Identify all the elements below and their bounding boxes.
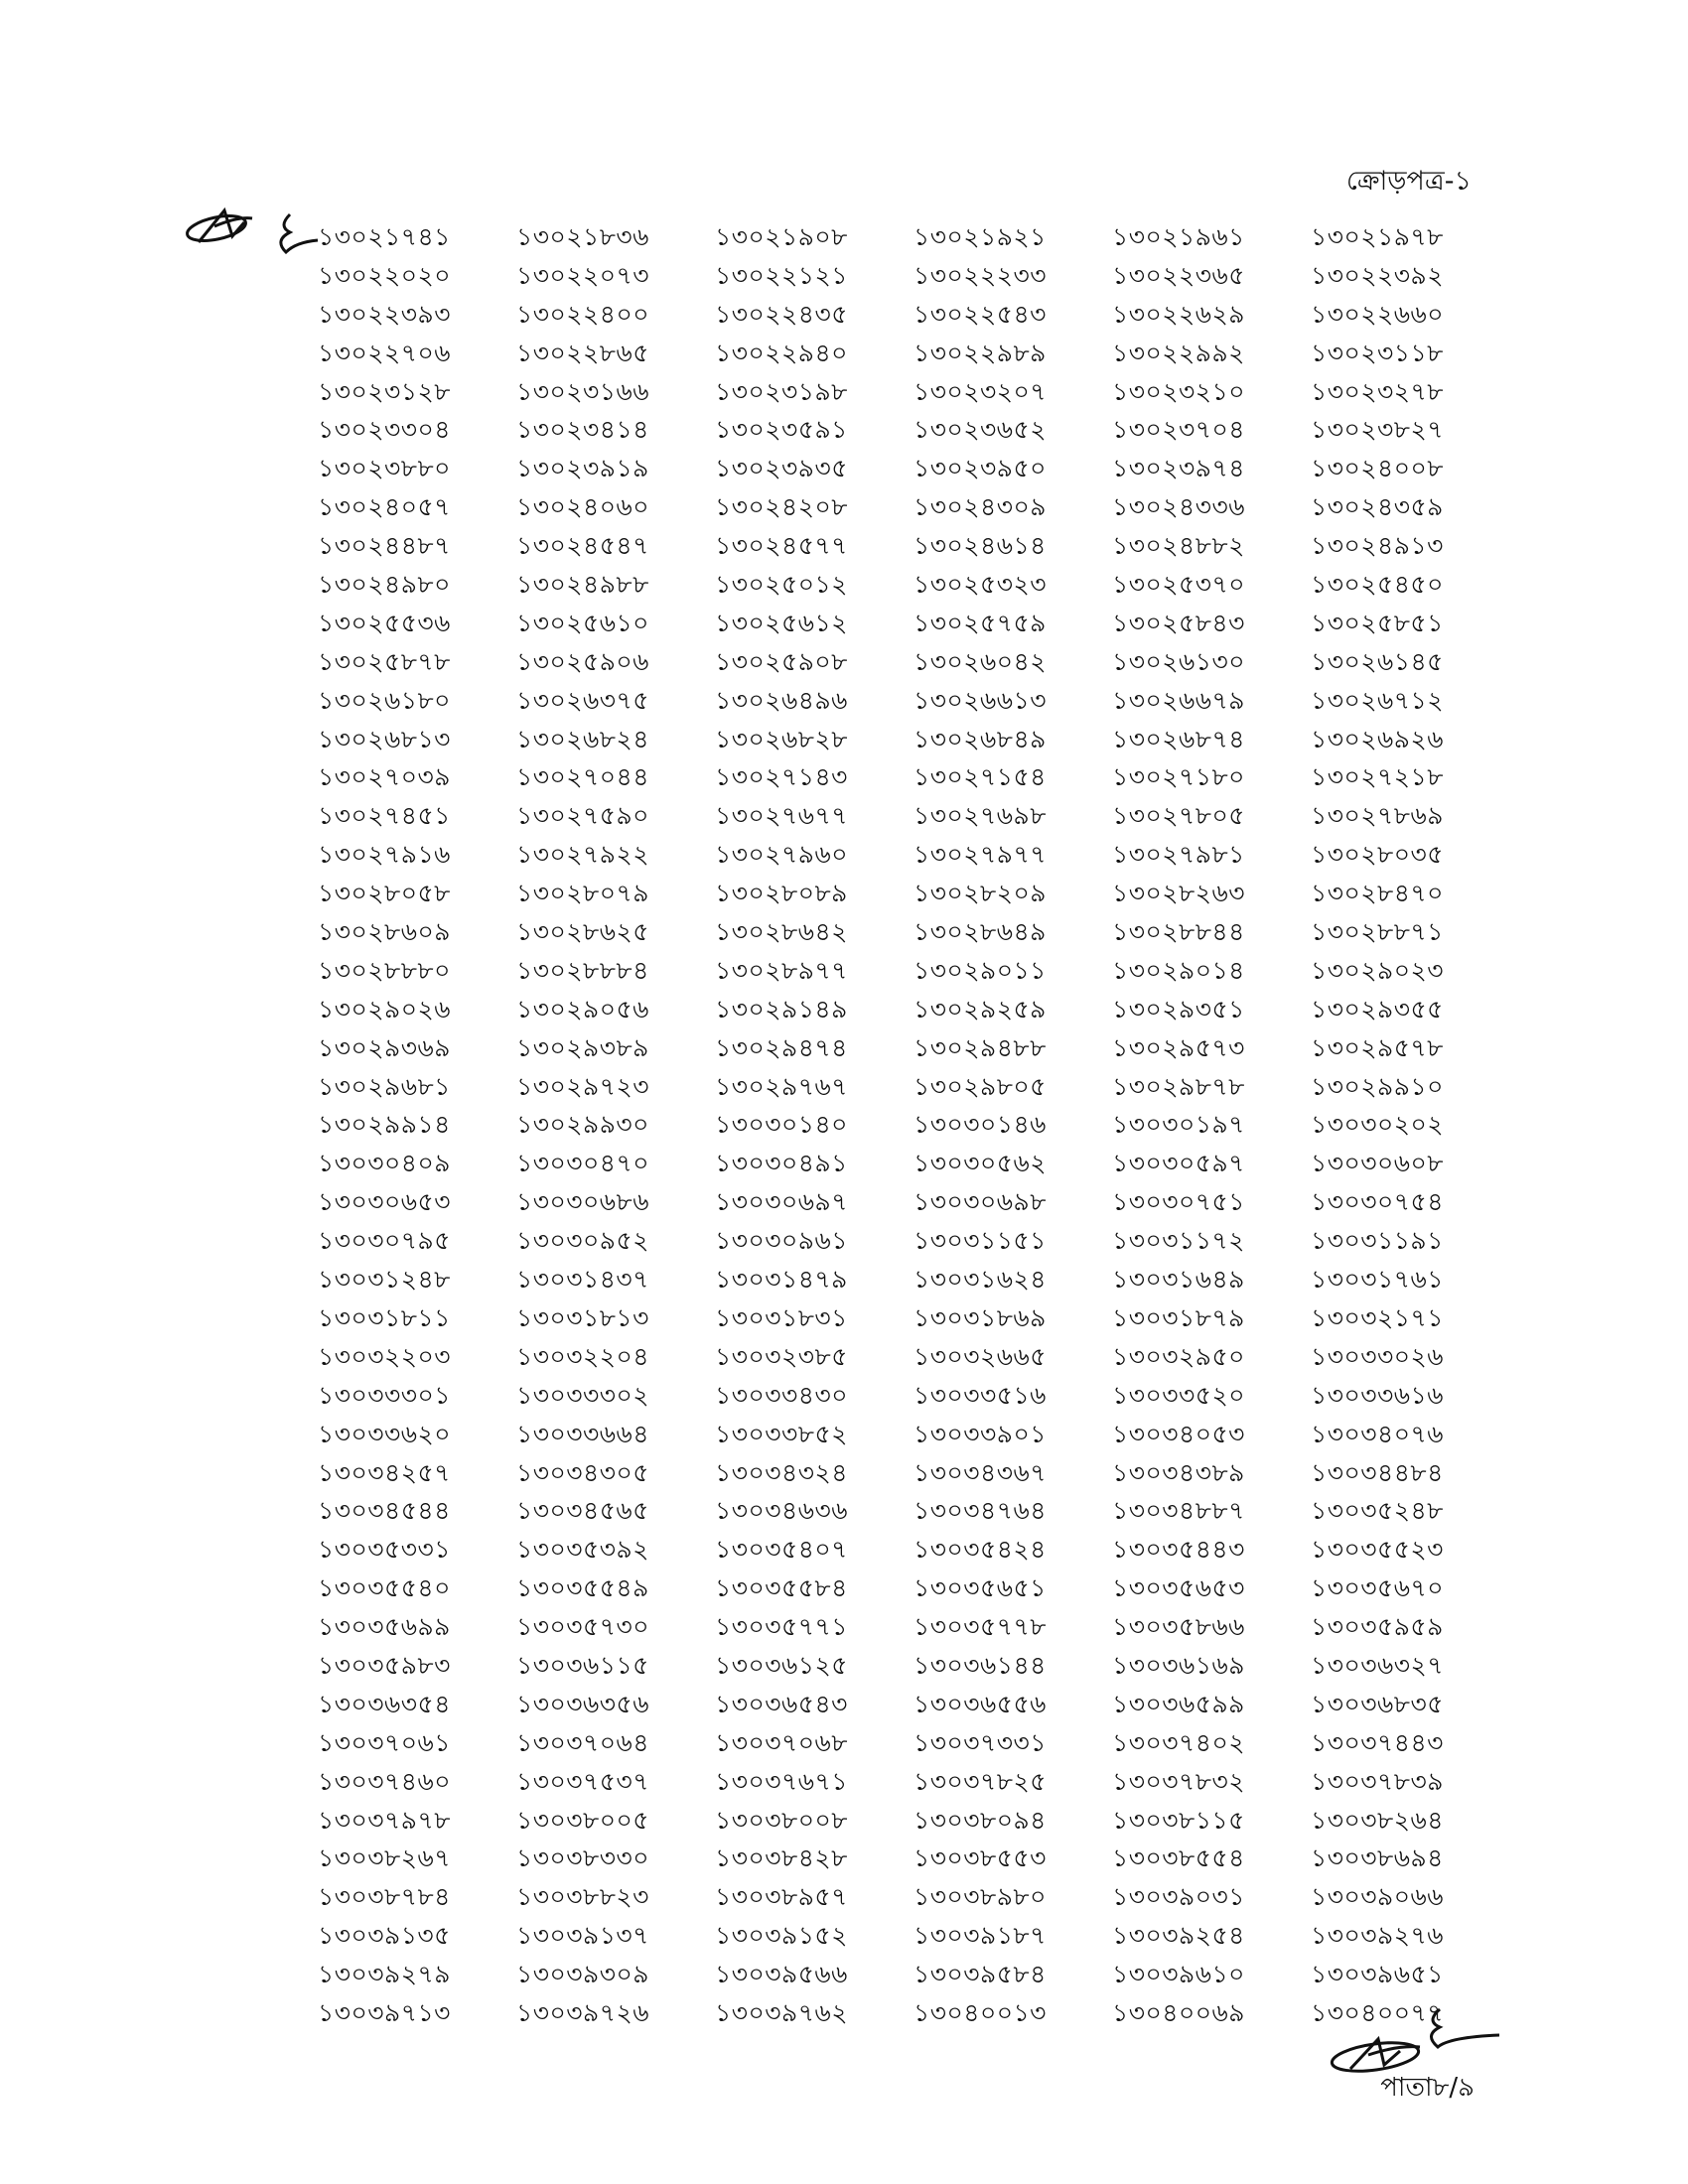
roll-number-cell: ১৩০২৫৩২৩ xyxy=(914,570,1047,600)
roll-number-cell: ১৩০৩৯৬১০ xyxy=(1112,1960,1245,1989)
roll-number-cell: ১৩০৩৭০৬৮ xyxy=(715,1727,848,1757)
roll-number-cell: ১৩০৩৬৫৪৩ xyxy=(715,1689,848,1718)
roll-number-cell: ১৩০৩২৩৮৫ xyxy=(715,1341,848,1371)
roll-number-cell: ১৩০৩১৮৬৯ xyxy=(914,1302,1047,1332)
roll-number-cell: ১৩০৩১৬৪৯ xyxy=(1112,1265,1245,1295)
roll-number-cell: ১৩০৩৩৬৬৪ xyxy=(516,1419,649,1448)
roll-number-cell: ১৩০২২৫৪৩ xyxy=(914,299,1047,329)
roll-number-cell: ১৩০২৯৪৮৮ xyxy=(914,1032,1047,1062)
roll-number-cell: ১৩০২৩৭০৪ xyxy=(1112,415,1245,445)
roll-number-cell: ১৩০২৬৮২৮ xyxy=(715,724,848,753)
roll-number-cell: ১৩০৩১২৪৮ xyxy=(318,1265,451,1295)
roll-number-cell: ১৩০২৪৬১৪ xyxy=(914,531,1047,561)
roll-number-cell: ১৩০২৯৪৭৪ xyxy=(715,1032,848,1062)
roll-number-cell: ১৩০৩০১৯৭ xyxy=(1112,1110,1245,1140)
roll-number-cell: ১৩০২২৩৯৩ xyxy=(318,299,451,329)
roll-number-cell: ১৩০৩৩৫২০ xyxy=(1112,1380,1245,1410)
roll-number-cell: ১৩০২৬৪৯৬ xyxy=(715,685,848,715)
roll-number-cell: ১৩০৩৮০০৫ xyxy=(516,1805,649,1835)
roll-number-cell: ১৩০৩৩৬২০ xyxy=(318,1419,452,1448)
roll-number-cell: ১৩০২৩৯৫০ xyxy=(914,454,1047,483)
roll-number-cell: ১৩০২৭৮০৫ xyxy=(1112,801,1245,831)
annexure-label: ক্রোড়পত্র-১ xyxy=(1345,166,1472,197)
roll-number-cell: ১৩০৩২৬৬৫ xyxy=(914,1341,1047,1371)
roll-number-cell: ১৩০৩৫৪২৪ xyxy=(914,1535,1047,1565)
roll-number-cell: ১৩০৩০৯৬১ xyxy=(715,1226,848,1256)
roll-number-cell: ১৩০৩০১৪০ xyxy=(715,1110,848,1140)
roll-number-cell: ১৩০২৭৬৭৭ xyxy=(715,801,849,831)
roll-number-cell: ১৩০২৩১২৮ xyxy=(318,376,451,406)
roll-number-cell: ১৩০৩৮৯৫৭ xyxy=(715,1882,848,1912)
roll-number-cell: ১৩০২৯৯১৪ xyxy=(318,1110,451,1140)
roll-number-cell: ১৩০২৪৫৭৭ xyxy=(715,531,848,561)
roll-number-cell: ১৩০৩৫৫৪৯ xyxy=(516,1573,649,1603)
roll-number-cell: ১৩০২৯৩৫১ xyxy=(1112,994,1245,1024)
roll-number-cell: ১৩০৩৮৫৫৪ xyxy=(1112,1843,1245,1873)
roll-number-cell: ১৩০২২২৩৩ xyxy=(914,260,1048,290)
roll-number-cell: ১৩০৩৯৬৫১ xyxy=(1311,1960,1444,1989)
roll-number-cell: ১৩০৩৯১৩৫ xyxy=(318,1921,451,1951)
roll-number-cell: ১৩০২৬৯২৬ xyxy=(1311,724,1444,753)
roll-number-cell: ১৩০৩৭৩৩১ xyxy=(914,1727,1047,1757)
roll-number-cell: ১৩০২১৯৬১ xyxy=(1112,222,1245,251)
roll-number-cell: ১৩০২৭০৩৯ xyxy=(318,762,451,792)
roll-number-cell: ১৩০৩০৪০৯ xyxy=(318,1149,451,1178)
roll-number-cell: ১৩০৩৯২৭৯ xyxy=(318,1960,451,1989)
roll-number-cell: ১৩০২৯৮০৫ xyxy=(914,1071,1047,1101)
roll-number-cell: ১৩০৩১৪৩৭ xyxy=(516,1265,649,1295)
roll-number-cell: ১৩০২৯১৪৯ xyxy=(715,994,848,1024)
roll-number-cell: ১৩০২৭৯৭৭ xyxy=(914,840,1047,870)
roll-number-cell: ১৩০৩৮৫৫৩ xyxy=(914,1843,1047,1873)
roll-number-cell: ১৩০২৭১৪৩ xyxy=(715,762,848,792)
roll-number-cell: ১৩০২৬১৪৫ xyxy=(1311,646,1444,676)
roll-number-cell: ১৩০৩৫৮৬৬ xyxy=(1112,1612,1245,1642)
roll-number-cell: ১৩০২৯৫৭৩ xyxy=(1112,1032,1245,1062)
roll-number-cell: ১৩০২৪৫৪৭ xyxy=(516,531,649,561)
roll-number-cell: ১৩০২৫৫৩৬ xyxy=(318,608,451,637)
roll-number-cell: ১৩০২৬৮৭৪ xyxy=(1112,724,1245,753)
roll-number-cell: ১৩০২৬০৪২ xyxy=(914,646,1047,676)
roll-number-cell: ১৩০৩৩৬১৬ xyxy=(1311,1380,1444,1410)
roll-number-cell: ১৩০৩৩৪৩০ xyxy=(715,1380,848,1410)
roll-number-cell: ১৩০৩৭০৬৪ xyxy=(516,1727,649,1757)
roll-number-cell: ১৩০২৫৮৭৮ xyxy=(318,646,451,676)
roll-number-cell: ১৩০৩৬১১৫ xyxy=(516,1650,649,1680)
roll-number-cell: ১৩০২৪৪৮৭ xyxy=(318,531,451,561)
roll-number-cell: ১৩০৩৭০৬১ xyxy=(318,1727,451,1757)
roll-number-cell: ১৩০২৬৩৭৫ xyxy=(516,685,649,715)
roll-number-cell: ১৩০৩৫৫২৩ xyxy=(1311,1535,1444,1565)
roll-number-cell: ১৩০৩১৮৩১ xyxy=(715,1302,848,1332)
roll-number-cell: ১৩০২৩৩০৪ xyxy=(318,415,451,445)
roll-number-cell: ১৩০৩৬১৪৪ xyxy=(914,1650,1047,1680)
roll-number-cell: ১৩০২৩৫৯১ xyxy=(715,415,848,445)
roll-number-cell: ১৩০২৯৫৭৮ xyxy=(1311,1032,1444,1062)
roll-number-cell: ১৩০৩০৬৮৬ xyxy=(516,1187,649,1217)
roll-number-cell: ১৩০৩৫৯৮৩ xyxy=(318,1650,451,1680)
roll-number-cell: ১৩০২৫৮৫১ xyxy=(1311,608,1444,637)
roll-number-cell: ১৩০৩৪৩০৫ xyxy=(516,1457,649,1487)
roll-number-cell: ১৩০২৩৯৭৪ xyxy=(1112,454,1245,483)
roll-number-cell: ১৩০৩৪৫৪৪ xyxy=(318,1496,451,1526)
roll-number-cell: ১৩০৪০০৬৯ xyxy=(1112,1997,1245,2027)
roll-number-grid xyxy=(318,218,1509,2033)
roll-number-cell: ১৩০৩৪০৭৬ xyxy=(1311,1419,1444,1448)
roll-number-cell: ১৩০৩৫৯৫৯ xyxy=(1311,1612,1444,1642)
roll-number-cell: ১৩০২৩৬৫২ xyxy=(914,415,1047,445)
roll-number-cell: ১৩০৩৩০২৬ xyxy=(1311,1341,1445,1371)
roll-number-cell: ১৩০৩৫৪০৭ xyxy=(715,1535,848,1565)
roll-number-cell: ১৩০৩৫৪৪৩ xyxy=(1112,1535,1245,1565)
roll-number-cell: ১৩০৩৭৮৩৯ xyxy=(1311,1766,1444,1796)
roll-number-cell: ১৩০২২৮৬৫ xyxy=(516,338,649,367)
roll-number-cell: ১৩০৩৮৬৯৪ xyxy=(1311,1843,1444,1873)
roll-number-cell: ১৩০৩৮০০৮ xyxy=(715,1805,848,1835)
roll-number-cell: ১৩০৩০১৪৬ xyxy=(914,1110,1047,1140)
roll-number-cell: ১৩০২৬৮৪৯ xyxy=(914,724,1047,753)
roll-number-cell: ১৩০২৪৮৮২ xyxy=(1112,531,1245,561)
roll-number-cell: ১৩০৩০৭৫৪ xyxy=(1311,1187,1444,1217)
roll-number-cell: ১৩০৩৪৫৬৫ xyxy=(516,1496,649,1526)
roll-number-cell: ১৩০৩০৬৯৮ xyxy=(914,1187,1047,1217)
roll-number-cell: ১৩০৩১১৭২ xyxy=(1112,1226,1245,1256)
roll-number-cell: ১৩০৩০৭৫১ xyxy=(1112,1187,1245,1217)
roll-number-cell: ১৩০৩০৪৭০ xyxy=(516,1149,649,1178)
roll-number-cell: ১৩০৩৯১৮৭ xyxy=(914,1921,1047,1951)
roll-number-cell: ১৩০৩৩৩০২ xyxy=(516,1380,650,1410)
roll-number-cell: ১৩০২৩৯৩৫ xyxy=(715,454,848,483)
roll-number-cell: ১৩০২৪৩৫৯ xyxy=(1311,492,1444,522)
roll-number-cell: ১৩০২৬৮২৪ xyxy=(516,724,649,753)
roll-number-cell: ১৩০৩০৫৯৭ xyxy=(1112,1149,1245,1178)
roll-number-cell: ১৩০২২৬৬০ xyxy=(1311,299,1445,329)
roll-number-cell: ১৩০৩৯১৫২ xyxy=(715,1921,848,1951)
roll-number-cell: ১৩০২১৮৩৬ xyxy=(516,222,649,251)
roll-number-cell: ১৩০২৯৩৫৫ xyxy=(1311,994,1444,1024)
roll-number-cell: ১৩০২৮৬২৫ xyxy=(516,917,649,947)
roll-number-cell: ১৩০৩৫৬৭০ xyxy=(1311,1573,1444,1603)
roll-number-cell: ১৩০২৫৬১০ xyxy=(516,608,649,637)
roll-number-cell: ১৩০৩৫৬৫১ xyxy=(914,1573,1047,1603)
roll-number-cell: ১৩০২২০২০ xyxy=(318,260,452,290)
roll-number-cell: ১৩০২৭৫৯০ xyxy=(516,801,649,831)
roll-number-cell: ১৩০৩৪২৫৭ xyxy=(318,1457,451,1487)
roll-number-cell: ১৩০২৯৭২৩ xyxy=(516,1071,649,1101)
roll-number-cell: ১৩০৩৯৫৮৪ xyxy=(914,1960,1047,1989)
roll-number-cell: ১৩০৩৬১৬৯ xyxy=(1112,1650,1245,1680)
roll-number-cell: ১৩০৩৮৪২৮ xyxy=(715,1843,848,1873)
roll-number-cell: ১৩০২২৪৩৫ xyxy=(715,299,848,329)
roll-number-cell: ১৩০২৪২০৮ xyxy=(715,492,848,522)
roll-number-cell: ১৩০৩০৭৯৫ xyxy=(318,1226,451,1256)
roll-number-cell: ১৩০৩০৫৬২ xyxy=(914,1149,1047,1178)
roll-number-cell: ১৩০২৭৯৬০ xyxy=(715,840,848,870)
roll-number-cell: ১৩০২২৭০৬ xyxy=(318,338,452,367)
roll-number-cell: ১৩০২২৩৬৫ xyxy=(1112,260,1245,290)
roll-number-cell: ১৩০২৬৬১৩ xyxy=(914,685,1047,715)
roll-number-cell: ১৩০২৮০৮৯ xyxy=(715,879,848,908)
roll-number-cell: ১৩০২৪০৫৭ xyxy=(318,492,451,522)
roll-number-cell: ১৩০৩৪৩৮৯ xyxy=(1112,1457,1245,1487)
roll-number-cell: ১৩০৩৭৮৩২ xyxy=(1112,1766,1245,1796)
roll-number-cell: ১৩০৩৬৩২৭ xyxy=(1311,1650,1445,1680)
roll-number-cell: ১৩০২৯০২৩ xyxy=(1311,955,1444,985)
roll-number-cell: ১৩০২৯০১৪ xyxy=(1112,955,1245,985)
roll-number-cell: ১৩০২৩১৯৮ xyxy=(715,376,848,406)
roll-number-cell: ১৩০৩২১৭১ xyxy=(1311,1302,1444,1332)
roll-number-cell: ১৩০২২১২১ xyxy=(715,260,848,290)
roll-number-cell: ১৩০৩৩৯০১ xyxy=(914,1419,1047,1448)
roll-number-cell: ১৩০৩৯০৩১ xyxy=(1112,1882,1245,1912)
roll-number-cell: ১৩০৩৯৭৬২ xyxy=(715,1997,848,2027)
roll-number-cell: ১৩০৩৪৩৬৭ xyxy=(914,1457,1047,1487)
roll-number-cell: ১৩০২১৯০৮ xyxy=(715,222,848,251)
roll-number-cell: ১৩০২৪৩৩৬ xyxy=(1112,492,1245,522)
roll-number-cell: ১৩০৩৯৭১৩ xyxy=(318,1997,451,2027)
roll-number-cell: ১৩০২৭৪৫১ xyxy=(318,801,451,831)
roll-number-cell: ১৩০৩৫২৪৮ xyxy=(1311,1496,1444,1526)
roll-number-cell: ১৩০৩০৯৫২ xyxy=(516,1226,649,1256)
roll-number-cell: ১৩০৩৭৮২৫ xyxy=(914,1766,1047,1796)
roll-number-cell: ১৩০৩১৮১৩ xyxy=(516,1302,649,1332)
roll-number-cell: ১৩০২৯৮৭৮ xyxy=(1112,1071,1245,1101)
roll-number-cell: ১৩০৩৪৬৩৬ xyxy=(715,1496,848,1526)
page-number: পাতা৮/৯ xyxy=(1380,2073,1475,2103)
roll-number-cell: ১৩০২৯৬৮১ xyxy=(318,1071,451,1101)
roll-number-cell: ১৩০২৫৯০৬ xyxy=(516,646,649,676)
roll-number-cell: ১৩০৩৬৮৩৫ xyxy=(1311,1689,1444,1718)
roll-number-cell: ১৩০২৮০৩৫ xyxy=(1311,840,1444,870)
roll-number-cell: ১৩০৩৮২৬৭ xyxy=(318,1843,451,1873)
roll-number-cell: ১৩০২৯০৫৬ xyxy=(516,994,649,1024)
roll-number-cell: ১৩০২৮২০৯ xyxy=(914,879,1047,908)
roll-number-cell: ১৩০২৩৮৮০ xyxy=(318,454,451,483)
roll-number-cell: ১৩০৩৭৯৭৮ xyxy=(318,1805,451,1835)
roll-number-cell: ১৩০৩০৬০৮ xyxy=(1311,1149,1444,1178)
roll-number-cell: ১৩০৩৭৪০২ xyxy=(1112,1727,1245,1757)
roll-number-cell: ১৩০৩৬৫৯৯ xyxy=(1112,1689,1245,1718)
roll-number-cell: ১৩০৩৭৫৩৭ xyxy=(516,1766,649,1796)
roll-number-cell: ১৩০২৭০৪৪ xyxy=(516,762,649,792)
roll-number-cell: ১৩০২৭৮৬৯ xyxy=(1311,801,1444,831)
roll-number-cell: ১৩০২৪০০৮ xyxy=(1311,454,1444,483)
roll-number-cell: ১৩০৩২২০৪ xyxy=(516,1341,649,1371)
roll-number-cell: ১৩০২৮০৫৮ xyxy=(318,879,451,908)
roll-number-cell: ১৩০২৯৭৬৭ xyxy=(715,1071,848,1101)
roll-number-cell: ১৩০৩৫৭৭১ xyxy=(715,1612,848,1642)
roll-number-cell: ১৩০৩১৮১১ xyxy=(318,1302,451,1332)
roll-number-cell: ১৩০২৬১৮০ xyxy=(318,685,451,715)
roll-number-cell: ১৩০২৩৯১৯ xyxy=(516,454,649,483)
roll-number-cell: ১৩০২৮০৭৯ xyxy=(516,879,649,908)
roll-number-cell: ১৩০২২৪০০ xyxy=(516,299,649,329)
roll-number-cell: ১৩০৩৯৩০৯ xyxy=(516,1960,649,1989)
roll-number-cell: ১৩০৩৪৩২৪ xyxy=(715,1457,848,1487)
roll-number-cell: ১৩০২৯৩৬৯ xyxy=(318,1032,451,1062)
roll-number-cell: ১৩০৩১১৯১ xyxy=(1311,1226,1444,1256)
roll-number-cell: ১৩০৩৯০৬৬ xyxy=(1311,1882,1444,1912)
roll-number-cell: ১৩০২১৯২১ xyxy=(914,222,1047,251)
roll-number-cell: ১৩০৩৬৩৫৬ xyxy=(516,1689,649,1718)
roll-number-cell: ১৩০২৬৮১৩ xyxy=(318,724,451,753)
roll-number-cell: ১৩০২৩২১০ xyxy=(1112,376,1245,406)
roll-number-cell: ১৩০২৭৯১৬ xyxy=(318,840,451,870)
roll-number-cell: ১৩০২৪৯১৩ xyxy=(1311,531,1444,561)
roll-number-cell: ১৩০৩০৬৯৭ xyxy=(715,1187,848,1217)
roll-number-cell: ১৩০২৮৮৮৪ xyxy=(516,955,649,985)
roll-number-cell: ১৩০২৭৯৮১ xyxy=(1112,840,1245,870)
roll-number-cell: ১৩০৩৭৪৬০ xyxy=(318,1766,451,1796)
roll-number-cell: ১৩০২৮৬৪৯ xyxy=(914,917,1047,947)
roll-number-cell: ১৩০৩৫৬৫৩ xyxy=(1112,1573,1245,1603)
roll-number-cell: ১৩০২৭২১৮ xyxy=(1311,762,1444,792)
roll-number-cell: ১৩০৪০০১৩ xyxy=(914,1997,1047,2027)
roll-number-cell: ১৩০৩৬৩৫৪ xyxy=(318,1689,451,1718)
roll-number-cell: ১৩০৩৫৭৭৮ xyxy=(914,1612,1047,1642)
roll-number-cell: ১৩০২৯০১১ xyxy=(914,955,1047,985)
roll-number-cell: ১৩০৩৪০৫৩ xyxy=(1112,1419,1245,1448)
roll-number-cell: ১৩০২৬৬৭৯ xyxy=(1112,685,1245,715)
roll-number-cell: ১৩০২৩২০৭ xyxy=(914,376,1048,406)
roll-number-cell: ১৩০৩৮৮২৩ xyxy=(516,1882,649,1912)
roll-number-cell: ১৩০২৫০১২ xyxy=(715,570,848,600)
roll-number-cell: ১৩০২৫৪৫০ xyxy=(1311,570,1444,600)
roll-number-cell: ১৩০৩১১৫১ xyxy=(914,1226,1047,1256)
roll-number-cell: ১৩০২৫৯০৮ xyxy=(715,646,848,676)
roll-number-cell: ১৩০২৯৯১০ xyxy=(1311,1071,1444,1101)
roll-number-cell: ১৩০৩৫৭৩০ xyxy=(516,1612,649,1642)
roll-number-cell: ১৩০২২৯৪০ xyxy=(715,338,848,367)
roll-number-cell: ১৩০৩৭৪৪৩ xyxy=(1311,1727,1444,1757)
roll-number-cell: ১৩০৩১৪৭৯ xyxy=(715,1265,848,1295)
roll-number-cell: ১৩০২২৯৯২ xyxy=(1112,338,1245,367)
roll-number-cell: ১৩০৩১৮৭৯ xyxy=(1112,1302,1245,1332)
roll-number-cell: ১৩০২৮৮৮০ xyxy=(318,955,451,985)
roll-number-cell: ১৩০২৮২৬৩ xyxy=(1112,879,1245,908)
roll-number-cell: ১৩০৩৯৫৬৬ xyxy=(715,1960,848,1989)
roll-number-cell: ১৩০২৩৪১৪ xyxy=(516,415,649,445)
roll-number-cell: ১৩০২১৯৭৮ xyxy=(1311,222,1444,251)
roll-number-cell: ১৩০২৪০৬০ xyxy=(516,492,649,522)
roll-number-cell: ১৩০২৭১৮০ xyxy=(1112,762,1245,792)
roll-number-cell: ১৩০৩৩৮৫২ xyxy=(715,1419,848,1448)
roll-number-cell: ১৩০৩৮৩৩০ xyxy=(516,1843,649,1873)
roll-number-cell: ১৩০৩০৪৯১ xyxy=(715,1149,848,1178)
roll-number-cell: ১৩০২৮৮৪৪ xyxy=(1112,917,1245,947)
roll-number-cell: ১৩০২১৭৪১ xyxy=(318,222,451,251)
roll-number-cell: ১৩০৩৬১২৫ xyxy=(715,1650,848,1680)
roll-number-cell: ১৩০২৩১১৮ xyxy=(1311,338,1444,367)
roll-number-cell: ১৩০২৫৭৫৯ xyxy=(914,608,1047,637)
roll-number-cell: ১৩০২৫৬১২ xyxy=(715,608,848,637)
roll-number-cell: ১৩০৩৫৩৩১ xyxy=(318,1535,451,1565)
roll-number-cell: ১৩০২৯০২৬ xyxy=(318,994,451,1024)
roll-number-cell: ১৩০৩৯২৫৪ xyxy=(1112,1921,1245,1951)
roll-number-cell: ১৩০২৫৩৭০ xyxy=(1112,570,1245,600)
roll-number-cell: ১৩০৩৯২৭৬ xyxy=(1311,1921,1444,1951)
roll-number-cell: ১৩০২৭১৫৪ xyxy=(914,762,1047,792)
roll-number-cell: ১৩০৩৯১৩৭ xyxy=(516,1921,649,1951)
roll-number-cell: ১৩০৩৭৬৭১ xyxy=(715,1766,848,1796)
roll-number-cell: ১৩০২৭৬৯৮ xyxy=(914,801,1047,831)
roll-number-cell: ১৩০৩৫৫৪০ xyxy=(318,1573,451,1603)
roll-number-cell: ১৩০৩৮০৯৪ xyxy=(914,1805,1047,1835)
roll-number-cell: ১৩০৩৪৮৮৭ xyxy=(1112,1496,1245,1526)
roll-number-cell: ১৩০২৩৮২৭ xyxy=(1311,415,1444,445)
roll-number-cell: ১৩০৩৫৫৮৪ xyxy=(715,1573,848,1603)
roll-number-cell: ১৩০২৯২৫৯ xyxy=(914,994,1047,1024)
roll-number-cell: ১৩০৩১৭৬১ xyxy=(1311,1265,1444,1295)
roll-number-cell: ১৩০৩০২০২ xyxy=(1311,1110,1445,1140)
roll-number-cell: ১৩০২৬১৩০ xyxy=(1112,646,1245,676)
roll-number-cell: ১৩০৩৩৩০১ xyxy=(318,1380,451,1410)
roll-number-cell: ১৩০৩৫৬৯৯ xyxy=(318,1612,451,1642)
roll-number-cell: ১৩০২৪৯৮০ xyxy=(318,570,451,600)
roll-number-cell: ১৩০৩০৬৫৩ xyxy=(318,1187,451,1217)
roll-number-cell: ১৩০৩৩৫১৬ xyxy=(914,1380,1047,1410)
roll-number-cell: ১৩০৩৮৭৮৪ xyxy=(318,1882,451,1912)
roll-number-cell: ১৩০৩২৯৫০ xyxy=(1112,1341,1245,1371)
roll-number-cell: ১৩০৩৫৩৯২ xyxy=(516,1535,649,1565)
roll-number-cell: ১৩০২২৯৮৯ xyxy=(914,338,1047,367)
roll-number-cell: ১৩০২৮৪৭০ xyxy=(1311,879,1444,908)
roll-number-cell: ১৩০২৯৩৮৯ xyxy=(516,1032,649,1062)
roll-number-cell: ১৩০২৮৮৭১ xyxy=(1311,917,1444,947)
roll-number-cell: ১৩০২৩২৭৮ xyxy=(1311,376,1444,406)
roll-number-cell: ১৩০৩৮৯৮০ xyxy=(914,1882,1047,1912)
roll-number-cell: ১৩০৩২২০৩ xyxy=(318,1341,452,1371)
roll-number-cell: ১৩০৪০০৭৭ xyxy=(1311,1997,1444,2027)
roll-number-cell: ১৩০২৯৯৩০ xyxy=(516,1110,649,1140)
roll-number-cell: ১৩০৩৪৭৬৪ xyxy=(914,1496,1047,1526)
roll-number-cell: ১৩০৩১৬২৪ xyxy=(914,1265,1047,1295)
roll-number-cell: ১৩০২৪৩০৯ xyxy=(914,492,1047,522)
roll-number-cell: ১৩০২৮৬০৯ xyxy=(318,917,451,947)
roll-number-cell: ১৩০২৮৬৪২ xyxy=(715,917,848,947)
roll-number-cell: ১৩০৩৯৭২৬ xyxy=(516,1997,649,2027)
roll-number-cell: ১৩০২৫৮৪৩ xyxy=(1112,608,1245,637)
roll-number-cell: ১৩০৩৬৫৫৬ xyxy=(914,1689,1047,1718)
roll-number-cell: ১৩০২২৩৯২ xyxy=(1311,260,1444,290)
roll-number-cell: ১৩০২৭৯২২ xyxy=(516,840,649,870)
roll-number-cell: ১৩০২৬৭১২ xyxy=(1311,685,1444,715)
roll-number-cell: ১৩০৩৪৪৮৪ xyxy=(1311,1457,1444,1487)
roll-number-cell: ১৩০২৮৯৭৭ xyxy=(715,955,848,985)
roll-number-cell: ১৩০২৩১৬৬ xyxy=(516,376,649,406)
roll-number-cell: ১৩০২৪৯৮৮ xyxy=(516,570,649,600)
roll-number-cell: ১৩০২২০৭৩ xyxy=(516,260,650,290)
roll-number-cell: ১৩০৩৮১১৫ xyxy=(1112,1805,1245,1835)
roll-number-cell: ১৩০৩৮২৬৪ xyxy=(1311,1805,1444,1835)
roll-number-cell: ১৩০২২৬২৯ xyxy=(1112,299,1245,329)
